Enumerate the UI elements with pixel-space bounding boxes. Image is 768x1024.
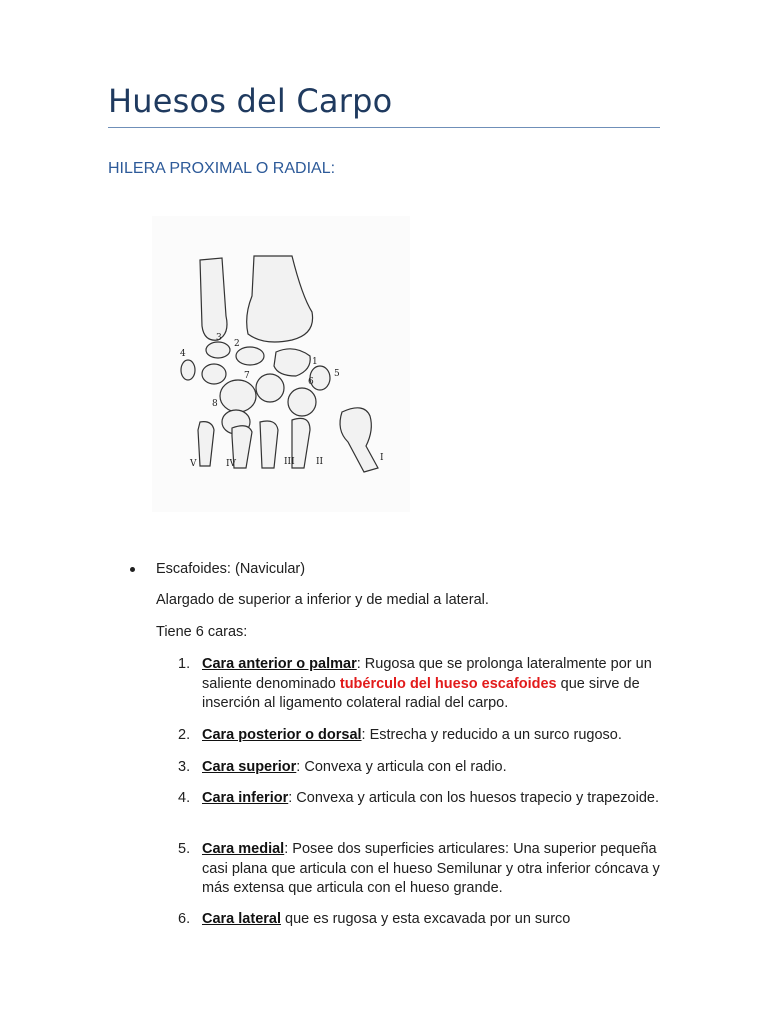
bullet-text: Escafoides: (Navicular) <box>156 561 306 577</box>
figure-label-6: 6 <box>308 377 314 387</box>
figure-label-i: I <box>380 453 384 463</box>
face-body <box>202 789 662 809</box>
face-text: : Posee dos superficies articulares: Una superior pequeña casi plana que articula con el hueso Semilunar y otra inferior cóncava y más extensa que articula con el hueso grande. <box>202 841 660 896</box>
face-body <box>202 910 662 930</box>
face-number: 3. <box>178 759 191 775</box>
title-divider <box>108 127 660 128</box>
figure-label-ii: II <box>316 457 324 467</box>
face-text-after: que sirve de inserción al ligamento colateral radial del carpo. <box>202 675 640 711</box>
bullet-marker <box>130 567 135 572</box>
figure-label-v: V <box>190 459 197 469</box>
figure-label-1: 1 <box>312 357 318 367</box>
face-number: 6. <box>178 911 191 927</box>
face-term: Cara posterior o dorsal <box>202 727 362 743</box>
face-number: 1. <box>178 656 191 672</box>
face-text: : Convexa y articula con los huesos trapecio y trapezoide. <box>288 790 659 806</box>
figure-label-8: 8 <box>212 399 218 409</box>
face-number: 5. <box>178 841 191 857</box>
face-body <box>202 726 662 746</box>
face-highlight: tubérculo del hueso escafoides <box>339 675 557 692</box>
figure-label-3: 3 <box>216 333 222 343</box>
face-text: : Convexa y articula con el radio. <box>296 759 507 775</box>
face-text: : Estrecha y reducido a un surco rugoso. <box>361 727 622 743</box>
face-body <box>202 655 662 714</box>
description-paragraph: Alargado de superior a inferior y de medial a lateral. <box>156 592 489 608</box>
face-text: : Rugosa que se prolonga lateralmente por un saliente denominado <box>202 656 652 692</box>
figure-label-2: 2 <box>234 339 240 349</box>
figure-label-iv: IV <box>226 459 237 469</box>
face-number: 4. <box>178 790 191 806</box>
face-term: Cara anterior o palmar <box>202 656 357 672</box>
faces-intro: Tiene 6 caras: <box>156 624 248 640</box>
face-term: Cara medial <box>202 841 285 857</box>
face-body <box>202 840 662 899</box>
figure-label-7: 7 <box>244 371 250 381</box>
figure-label-iii: III <box>284 457 295 467</box>
carpal-bones-drawing <box>152 216 410 512</box>
section-heading: HILERA PROXIMAL O RADIAL: <box>108 160 336 177</box>
face-term: Cara lateral <box>202 911 281 927</box>
face-text: que es rugosa y esta excavada por un surco <box>281 911 571 927</box>
face-number: 2. <box>178 727 191 743</box>
figure-label-5: 5 <box>334 369 340 379</box>
face-body <box>202 758 662 778</box>
face-term: Cara inferior <box>202 790 289 806</box>
page-title: Huesos del Carpo <box>108 82 393 120</box>
figure-label-4: 4 <box>180 349 186 359</box>
carpal-bones-illustration <box>152 216 410 512</box>
face-term: Cara superior <box>202 759 297 775</box>
